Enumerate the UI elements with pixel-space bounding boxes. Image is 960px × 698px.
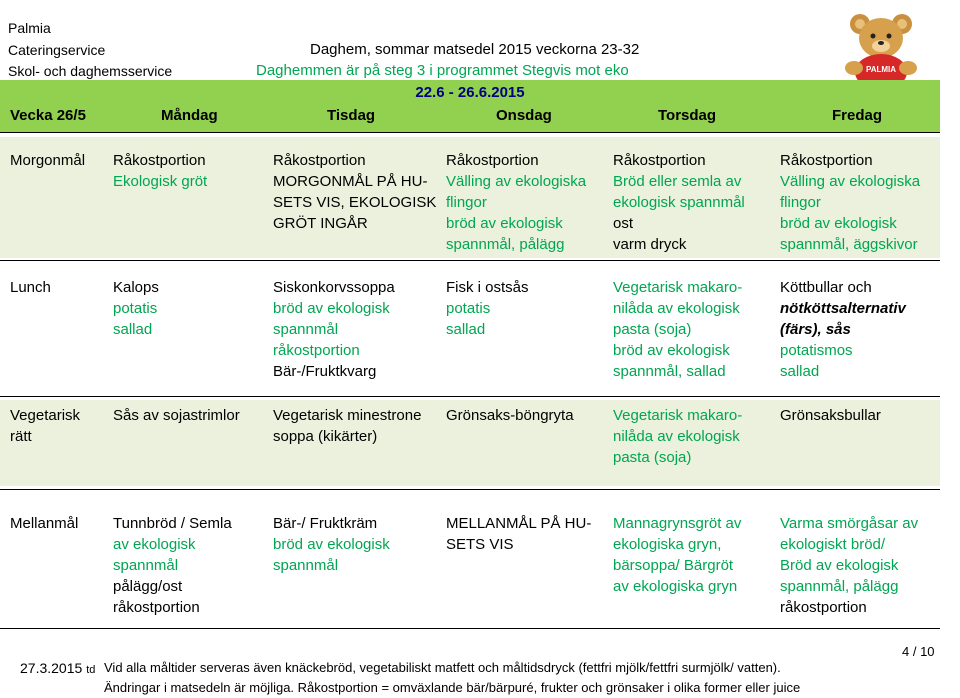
svg-text:PALMIA: PALMIA bbox=[865, 65, 897, 74]
cell-lunch-wed: Fisk i ostsås potatis sallad bbox=[446, 279, 529, 338]
cell-mellan-thu: Mannagrynsgröt av ekologiska gryn, bärsoppa/ Bärgröt av ekologiska gryn bbox=[613, 515, 742, 595]
cell-morgon-tue: Råkostportion MORGONMÅL PÅ HU- SETS VIS, EKOLOGISK GRÖT INGÅR bbox=[273, 152, 437, 232]
cell-mellan-tue: Bär-/ Fruktkräm bröd av ekologisk spannmål bbox=[273, 515, 390, 574]
menu-subtitle: Daghemmen är på steg 3 i programmet Stegvis mot eko bbox=[256, 62, 629, 79]
divider bbox=[0, 489, 940, 490]
footer-date: 27.3.2015 td bbox=[20, 660, 96, 676]
divider bbox=[0, 628, 940, 629]
cell-veg-wed: Grönsaks-böngryta bbox=[446, 407, 574, 424]
org-dept: Cateringservice bbox=[8, 42, 106, 58]
cell-lunch-thu: Vegetarisk makaro- nilåda av ekologisk pasta (soja) bröd av ekologisk spannmål, sallad bbox=[613, 279, 743, 380]
cell-mellan-fri: Varma smörgåsar av ekologiskt bröd/ Bröd av ekologisk spannmål, pålägg råkostportion bbox=[780, 515, 919, 616]
col-wednesday: Onsdag bbox=[496, 107, 552, 124]
col-week: Vecka 26/5 bbox=[10, 107, 86, 124]
column-header-row bbox=[0, 104, 940, 128]
cell-veg-mon: Sås av sojastrimlor bbox=[113, 407, 240, 424]
cell-morgon-thu: Råkostportion Bröd eller semla av ekologisk spannmål ost varm dryck bbox=[613, 152, 745, 253]
cell-veg-tue: Vegetarisk minestrone soppa (kikärter) bbox=[273, 407, 422, 445]
page-number: 4 / 10 bbox=[902, 644, 935, 659]
footer-note-1: Vid alla måltider serveras även knäckebröd, vegetabiliskt matfett och måltidsdryck (fettfri mjölk/fettfri surmjölk/ vatten). bbox=[104, 660, 781, 675]
footer-note-2: Ändringar i matsedeln är möjliga. Råkostportion = omväxlande bär/bärpuré, frukter och grönsaker i olika former eller juice bbox=[104, 680, 801, 695]
teddy-bear-icon bbox=[836, 6, 926, 90]
divider bbox=[0, 132, 940, 133]
org-name: Palmia bbox=[8, 20, 51, 36]
cell-lunch-tue: Siskonkorvssoppa bröd av ekologisk spannmål råkostportion Bär-/Fruktkvarg bbox=[273, 279, 395, 380]
row-label-lunch: Lunch bbox=[10, 279, 51, 296]
col-friday: Fredag bbox=[832, 107, 883, 124]
divider bbox=[0, 396, 940, 397]
col-thursday: Torsdag bbox=[658, 107, 717, 124]
cell-veg-thu: Vegetarisk makaro- nilåda av ekologisk pasta (soja) bbox=[613, 407, 743, 466]
cell-mellan-mon: Tunnbröd / Semla av ekologisk spannmål pålägg/ost råkostportion bbox=[113, 515, 232, 616]
cell-veg-fri: Grönsaksbullar bbox=[780, 407, 881, 424]
menu-title: Daghem, sommar matsedel 2015 veckorna 23-32 bbox=[310, 41, 640, 58]
org-sub: Skol- och daghemsservice bbox=[8, 63, 173, 79]
cell-morgon-fri: Råkostportion Välling av ekologiska flingor bröd av ekologisk spannmål, äggskivor bbox=[780, 152, 921, 253]
cell-mellan-wed: MELLANMÅL PÅ HU- SETS VIS bbox=[446, 515, 592, 553]
col-monday: Måndag bbox=[161, 107, 218, 124]
row-label-morgon: Morgonmål bbox=[10, 152, 86, 169]
cell-lunch-mon: Kalops potatis sallad bbox=[113, 279, 159, 338]
divider bbox=[0, 260, 940, 261]
row-label-veg: Vegetarisk rätt bbox=[10, 407, 81, 445]
row-label-mellan: Mellanmål bbox=[10, 515, 79, 532]
cell-morgon-mon: Råkostportion Ekologisk gröt bbox=[113, 152, 208, 190]
cell-lunch-fri: Köttbullar och nötköttsalternativ (färs), sås potatismos sallad bbox=[780, 279, 906, 380]
col-tuesday: Tisdag bbox=[327, 107, 376, 124]
week-dates: 22.6 - 26.6.2015 bbox=[415, 84, 525, 101]
cell-morgon-wed: Råkostportion Välling av ekologiska flingor bröd av ekologisk spannmål, pålägg bbox=[446, 152, 587, 253]
